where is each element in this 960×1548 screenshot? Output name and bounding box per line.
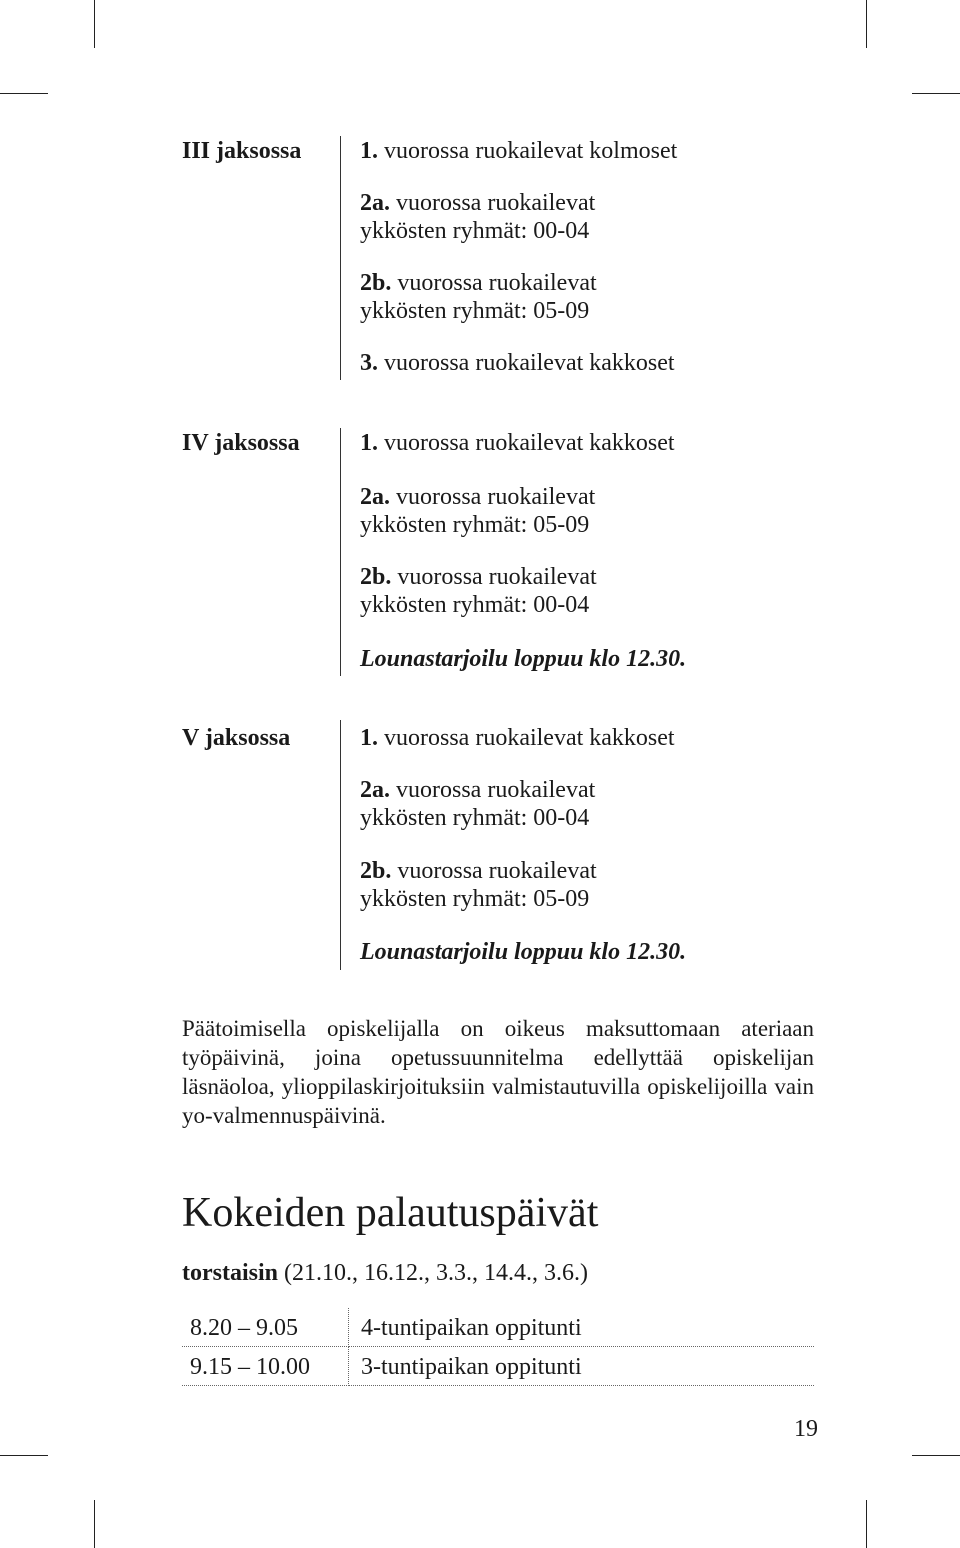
period-divider — [340, 136, 341, 380]
time-cell: 8.20 – 9.05 — [182, 1308, 349, 1347]
table-row — [182, 1347, 814, 1386]
crop-mark — [0, 1455, 48, 1456]
shift-entry: 1. vuorossa ruokailevat kakkoset — [360, 725, 675, 751]
shift-entry: 2b. vuorossa ruokailevat ykkösten ryhmät: 05-09 — [360, 270, 597, 324]
lesson-cell: 4-tuntipaikan oppitunti — [349, 1308, 815, 1347]
page-number: 19 — [794, 1416, 818, 1442]
section-heading: Kokeiden palautuspäivät — [182, 1190, 599, 1236]
shift-entry: 2a. vuorossa ruokailevat ykkösten ryhmät: 05-09 — [360, 484, 596, 538]
schedule-day: torstaisin — [182, 1260, 278, 1286]
shift-entry: 2b. vuorossa ruokailevat ykkösten ryhmät: 00-04 — [360, 564, 597, 618]
shift-entry: 2b. vuorossa ruokailevat ykkösten ryhmät: 05-09 — [360, 858, 597, 912]
period-label: V jaksossa — [182, 725, 291, 751]
period-label: III jaksossa — [182, 138, 302, 164]
return-times-table — [182, 1308, 814, 1386]
period-divider — [340, 720, 341, 970]
crop-mark — [94, 0, 95, 48]
period-divider — [340, 428, 341, 676]
crop-mark — [912, 93, 960, 94]
return-schedule — [182, 1256, 588, 1290]
table-row — [182, 1308, 814, 1347]
shift-entry: 3. vuorossa ruokailevat kakkoset — [360, 350, 675, 376]
meal-entitlement-paragraph: Päätoimisella opiskelijalla on oikeus maksuttomaan ateriaan työpäivinä, joina opetussuunnitelma edellyttää opiskelijan läsnäoloa, ylioppilaskirjoituksiin valmistautuvilla opiskelijoilla vain yo-valmennuspäivinä. — [182, 1016, 814, 1128]
crop-mark — [0, 93, 48, 94]
crop-mark — [912, 1455, 960, 1456]
crop-mark — [866, 0, 867, 48]
schedule-dates: (21.10., 16.12., 3.3., 14.4., 3.6.) — [278, 1260, 588, 1286]
lesson-cell: 3-tuntipaikan oppitunti — [349, 1347, 815, 1386]
lunch-end-note: Lounastarjoilu loppuu klo 12.30. — [360, 939, 687, 965]
shift-entry: 1. vuorossa ruokailevat kakkoset — [360, 430, 675, 456]
shift-entry: 2a. vuorossa ruokailevat ykkösten ryhmät: 00-04 — [360, 777, 596, 831]
crop-mark — [866, 1500, 867, 1548]
lunch-end-note: Lounastarjoilu loppuu klo 12.30. — [360, 646, 687, 672]
time-cell: 9.15 – 10.00 — [182, 1347, 349, 1386]
period-label: IV jaksossa — [182, 430, 300, 456]
shift-entry: 2a. vuorossa ruokailevat ykkösten ryhmät: 00-04 — [360, 190, 596, 244]
crop-mark — [94, 1500, 95, 1548]
shift-entry: 1. vuorossa ruokailevat kolmoset — [360, 138, 678, 164]
